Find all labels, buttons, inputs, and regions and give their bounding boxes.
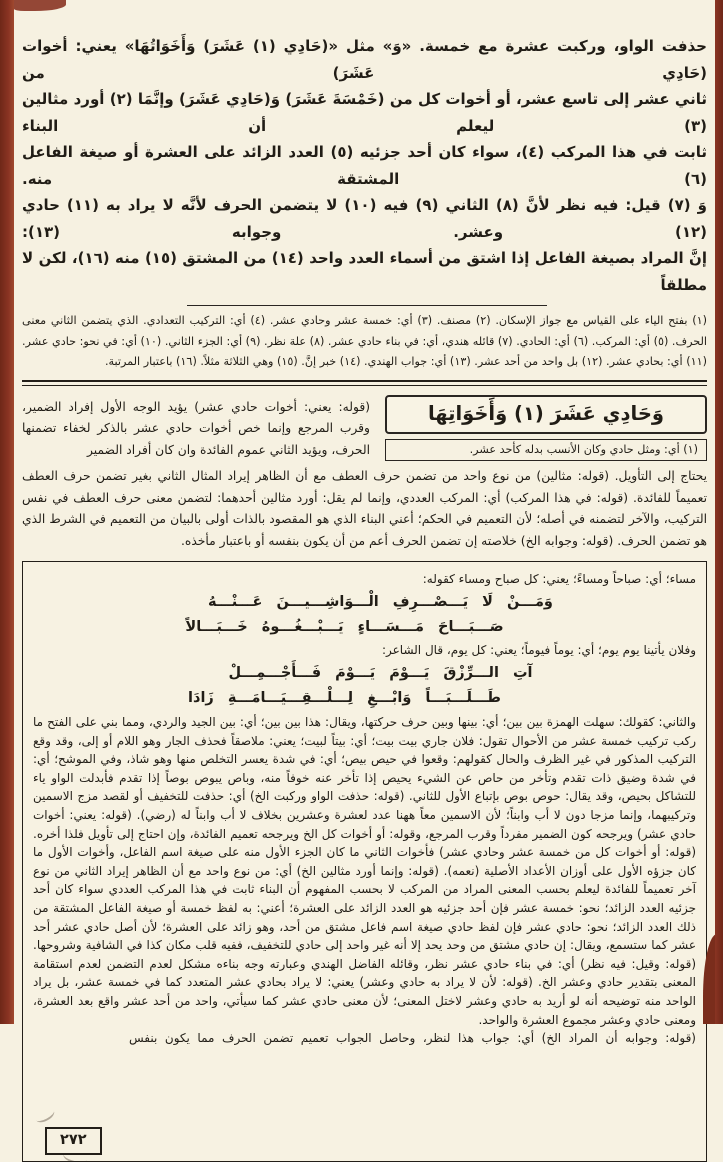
- poetry-verse: آتِ الـــرِّزْقَ يَـــوْمَ يَـــوْمَ فَـــأَجْـــمِـــلْ: [228, 665, 533, 681]
- commentary-paragraph: يحتاج إلى التأويل. (قوله: مثالين) من نوع واحد من تضمن حرف العطف مع أن الظاهر إيراد المثال الثاني بغير تضمن حرف العطف تعميماً للفائدة. (قوله: في هذا المركب) أي: المركب العددي، وإنما لم يقل: أورد مثالين أحدهما: لتضمن معنى حرف العطف في نفس التركيب، والآخر لتضمنه في أصله؛ لأن التعميم في الحكم؛ أعني البناء الذي هو المقصود بالذات أولى بالبيان من التعميم في الشرط الذي هو تضمن الحرف. (قوله: وجوابه الخ) خلاصته إن تضمن الحرف أعم من أن يكون بنفسه أو باعتبار مأخذه.: [22, 469, 707, 548]
- matn-line: حذفت الواو، وركبت عشرة مع خمسة. «وَ» مثل «(حَادِي (١) عَشَرَ) وَأَخَوَاتُهَا» يعني: أخوات (حَادِي عَشَرَ) من: [22, 37, 707, 82]
- chapter-title: وَحَادِي عَشَرَ (١) وَأَخَوَاتِهَا: [427, 401, 665, 425]
- commentary-body: والثاني: كقولك: سهلت الهمزة بين بين؛ أي: بينها وبين حرف حركتها، ويقال: هذا بين بين؛ أي: بين الجيد والردي، ومما بني على الفتح ما ركب تركيب خمسة عشر من الأحوال تقول: فلان جاري بيت بيت؛ أي: بيتاً لبيت؛ يعني: ملاصقاً فحذف الجار وهو اللام أو إلى، وقد وقع التركيب المذكور في غير الظرف والحال كقولهم: وقعوا في حيص بيص؛ أي: في شدة يعسر التخلص منها وهو شاذ، وفي الموشح؛ أي: في شدة وضيق ذات تقدم وتأخر من حاص عن الشيء يحيص إذا تأخر عنه خوفاً منه، وباص يبوص بوصاً إذا تقدم فأبدلت الواو ياء للتشاكل بحيص، وقد يقال: حوص بوص بإتباع الأول للثاني. (قوله: حذفت الواو وركبت الخ) أي: حذفت للتخفيف أو لقصد مزج الاسمين وتركيبهما، وإنما مزجا دون لا أب وابناً؛ لأن الاسمين معاً ههنا عدد لعشرة وعشرين بخلاف لا أب وابناً له (رضي). (قوله: يعني: أخوات حادي عشر) ويرجحه كون الضمير مفرداً وقرب المرجع، وقوله: أو أخوات كل الخ ويرجحه تعميم الفائدة، وإن احتاج إلى تأويل فلذا أخره. (قوله: أو أخوات كل من خمسة عشر وحادي عشر) فأخوات الثاني ما كان الجزء الأول منه على صيغة اسم الفاعل، وأخوات الأول ما كان جزؤه الأول على أوزان الأعداد الأصلية (نعمه). (قوله: وإنما أورد مثالين الخ) أي: من نوع واحد مع أن الظاهر إيراد الثاني من نوع آخر تعميماً للفائدة ليعلم بحسب المعنى المراد من المركب لا بحسب المفهوم أن البناء ثابت في هذا المركب العددي سواء كان أحد جزئيه العدد الزائد؛ نحو: خمسة عشر فإن أحد جزئيه هو العدد الزائد على العشرة؛ أعني: به لفظ خمسة أو صيغة الفاعل المشتقة من ذلك العدد الزائد؛ نحو: حادي عشر فإن لفظ حادي صيغة اسم فاعل مشتق من أحد، وهو زائد على العشرة؛ لأن أصل حادي عشر أحد عشر كما ستسمع، ويقال: إن حادي مشتق من وحد يحد إلا أنه غير واحد إلى حادي للتخفيف، ففيه قلب مكان كذا في الشافية وشروحها. (قوله: وقيل: فيه نظر) أي: في بناء حادي عشر نظر، وقائله الفاضل الهندي وعبارته وجه بناءه مشكل لعدم التضمن لعدم استقامة المعنى بتقدير حادي وعشر الخ. (قوله: لأن لا يراد به حادي وعشر) يعني: لا يراد بحادي عشر المتعدد كما في خمسة عشر، بل يراد الواحد منه توضيحه أنه لو أريد به حادي وعشر لاختل المعنى؛ لأن معنى حادي عشر كما سيأتي، واحد من أحد عشر واقع بعد العشرة، ومعنى حادي وعشر مجموع العشرة والواحد.: [33, 715, 696, 1027]
- matn-line: إنَّ المراد بصيغة الفاعل إذا اشتق من أسماء العدد واحد (١٤) من المشتق (١٥) منه (١٦)، لكن لا مطلقاً: [22, 249, 707, 294]
- section-divider: [22, 380, 707, 386]
- chapter-section: [22, 395, 707, 462]
- footnotes-text: (١) بفتح الياء على القياس مع جواز الإسكان. (٢) مصنف. (٣) أي: خمسة عشر وحادي عشر. (٤) أي: التركيب التعدادي. الذي يتضمن الثاني معنى الحرف. (٥) أي: المركب. (٦) أي: الحادي. (٧) قائله هندي، أي: في بناء حادي عشر. (٨) علة نظر. (٩) أي: الجزء الثاني. (١٠) أي: في نحو: حادي عشر. (١١) أي: بحادي عشر. (١٢) بل واحد من أحد عشر. (١٣) أي: جواب الهندي. (١٤) خبر إنَّ. (١٥) وهي الثلاثة مثلاً. (١٦) باعتبار المرتبة.: [22, 314, 707, 368]
- page-number-box: [45, 1127, 102, 1155]
- poetry-verse: وَمَـــنْ لَا يَـــصْـــرِفِ الْـــوَاشِـــيـــنَ عَـــنْـــهُ: [208, 594, 553, 610]
- gloss-intro: وفلان يأتينا يوم يوم؛ أي: يوماً فيوماً؛ يعني: كل يوم، قال الشاعر:: [381, 643, 696, 657]
- commentary-body-last-line: (قوله: وجوابه أن المراد الخ) أي: جواب هذا لنظر، وحاصل الجواب تعميم تضمن الحرف مما يكون بنفس: [129, 1031, 696, 1046]
- footnote-separator: [187, 305, 547, 306]
- gloss-intro: مساء؛ أي: صباحاً ومساءً؛ يعني: كل صباح ومساء كقوله:: [422, 572, 696, 586]
- matn-line: ثاني عشر إلى تاسع عشر، أو أخوات كل من (خَمْسَةَ عَشَرَ) وَ(حَادِي عَشَرَ) وإنَّمَا (٢) أورد مثالين (٣) ليعلم أن البناء: [22, 90, 707, 135]
- poetry-verse: طَـــلَـــبَـــاً وَابْـــغِ لِـــلْـــقِـــيَـــامَـــةِ زَادَا: [188, 690, 501, 706]
- matn-text: [22, 33, 707, 298]
- side-commentary: (قوله: يعني: أخوات حادي عشر) يؤيد الوجه الأول إفراد الضمير، وقرب المرجع وإنما خص أخوات حادي عشر بالذكر لخفاء تضمنها الحرف، ويؤيد الثاني عموم الفائدة وان كان أفراد الضمير: [22, 399, 370, 457]
- main-commentary-box: [22, 561, 707, 1162]
- page-number: ٢٧٢: [60, 1132, 87, 1149]
- page-content: [22, 0, 707, 1162]
- right-page-edge: [715, 0, 723, 1024]
- chapter-title-column: [385, 395, 707, 461]
- matn-line: وَ (٧) قيل: فيه نظر لأنَّ (٨) الثاني (٩) فيه (١٠) لا يتضمن الحرف لأنَّه لا يراد به (١١) حادي (١٢) وعشر. وجوابه (١٣):: [22, 196, 708, 241]
- poetry-verse: صَـــبَـــاحَ مَـــسَـــاءٍ يَـــبْـــغُـــوهُ خَـــبَـــالاً: [185, 619, 504, 635]
- pen-flourish: [34, 1106, 57, 1125]
- chapter-title-box: [385, 395, 707, 434]
- chapter-title-note: (١) أي: ومثل حادي وكان الأنسب بدله كأحد عشر.: [385, 439, 707, 461]
- matn-line: ثابت في هذا المركب (٤)، سواء كان أحد جزئيه (٥) العدد الزائد على العشرة أو صيغة الفاعل (٦) المشتقة منه.: [22, 143, 707, 188]
- left-page-edge: [0, 0, 14, 1024]
